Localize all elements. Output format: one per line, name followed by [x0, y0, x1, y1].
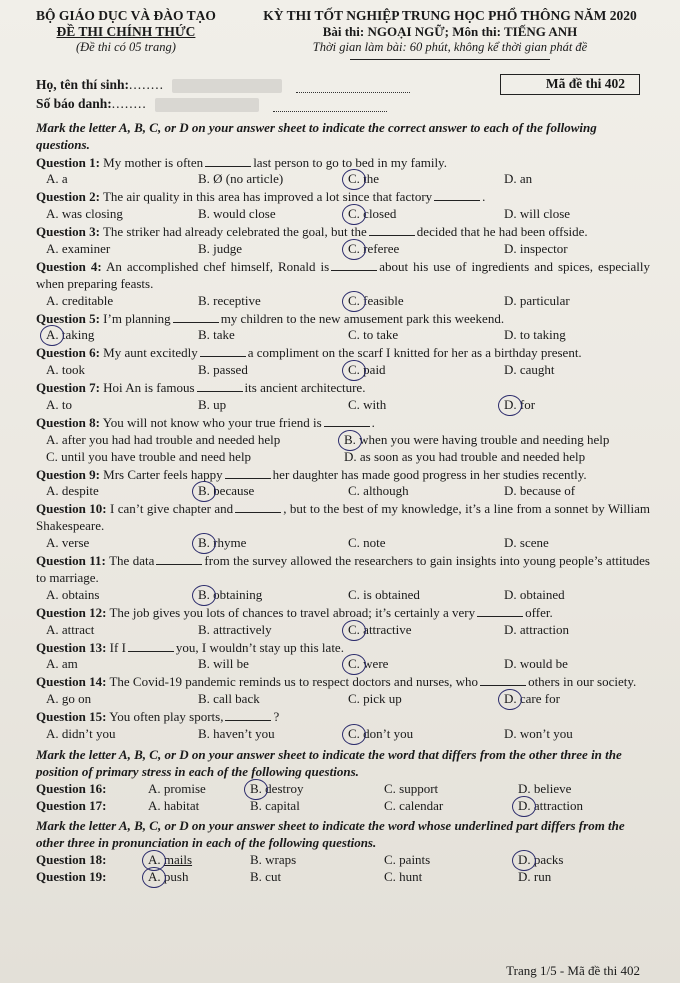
option-b[interactable]: B. because	[198, 483, 348, 500]
option-b[interactable]: B. when you were having trouble and needing help	[344, 432, 642, 449]
answer-blank	[331, 261, 377, 271]
stem-after: a compliment on the scarf I knitted for her as a birthday present.	[247, 345, 582, 361]
option-a[interactable]: A. go on	[46, 691, 92, 707]
option-b[interactable]: B. wraps	[250, 852, 297, 868]
stem-before: Hoi An is famous	[103, 380, 195, 396]
option-c[interactable]: C. calendar	[384, 797, 444, 813]
student-info	[36, 74, 650, 116]
stem-before: I’m planning	[103, 310, 171, 326]
question	[36, 259, 650, 310]
option-a-underlined: mails	[163, 852, 193, 868]
question-stem	[36, 380, 650, 397]
question-label: Question 7:	[36, 380, 100, 396]
question-label: Question 8:	[36, 414, 100, 430]
question-label: Question 4:	[36, 258, 102, 274]
option-b[interactable]: B. destroy	[250, 781, 384, 798]
id-dots: ........	[111, 95, 147, 111]
stem-before: The job gives you lots of chances to travel abroad; it’s certainly a very	[109, 604, 476, 620]
option-c[interactable]: C. pick up	[348, 691, 402, 707]
stem-after: from the survey allowed the researchers to gain insights into young people’s attitudes to marriage.	[36, 553, 650, 585]
stem-before: You often play sports,	[109, 709, 224, 725]
option-c[interactable]: C. note	[348, 535, 386, 551]
option-c[interactable]: C. although	[348, 483, 409, 499]
option-d[interactable]: D. will close	[504, 206, 571, 222]
question-label: Question 15:	[36, 709, 107, 725]
question-stem	[36, 224, 650, 241]
question-label: Question 2:	[36, 189, 100, 205]
question	[36, 709, 650, 743]
option-d[interactable]: D. attraction	[504, 621, 569, 637]
id-label: Số báo danh:	[36, 95, 112, 111]
answer-blank	[128, 642, 174, 652]
question	[36, 640, 650, 674]
question-stem	[36, 155, 650, 172]
question-list	[36, 155, 650, 743]
question-stem	[36, 553, 650, 587]
option-d[interactable]: D. caught	[504, 362, 555, 378]
question-label: Question 1:	[36, 154, 100, 170]
pron-question	[36, 852, 650, 869]
redacted-name	[172, 79, 282, 93]
option-c[interactable]: C. paints	[384, 852, 431, 868]
options	[36, 241, 650, 258]
option-c[interactable]: C. were	[348, 656, 504, 673]
option-d[interactable]: D. an	[504, 171, 533, 187]
option-b[interactable]: B. cut	[250, 869, 282, 885]
answer-blank	[225, 469, 271, 479]
pronunciation-questions	[36, 852, 650, 886]
name-label: Họ, tên thí sinh:	[36, 76, 130, 92]
option-c[interactable]: C. don’t you	[348, 726, 504, 743]
answer-blank	[235, 503, 281, 513]
stem-after: last person to go to bed in my family.	[253, 154, 447, 170]
option-c[interactable]: C. paid	[348, 362, 504, 379]
answer-blank	[173, 313, 219, 323]
stress-question	[36, 781, 650, 798]
instruction-part2: Mark the letter A, B, C, or D on your answer sheet to indicate the word that differs from the other three in the position of primary stress in each of the following questions.	[36, 746, 622, 779]
stem-before: The air quality in this area has improved a lot since that factory	[102, 189, 433, 205]
stem-before: The Covid-19 pandemic reminds us to respect doctors and nurses, who	[109, 674, 479, 690]
question-label: Question 16:	[36, 780, 107, 796]
question	[36, 155, 650, 189]
option-d[interactable]: D. won’t you	[504, 725, 573, 741]
page-count: (Đề thi có 05 trang)	[75, 40, 176, 55]
option-c[interactable]: C. hunt	[384, 869, 423, 885]
option-a[interactable]: A. attract	[46, 621, 95, 637]
stem-after: others in our society.	[528, 674, 637, 690]
option-a[interactable]: A. despite	[46, 483, 99, 499]
option-d[interactable]: D. care for	[504, 691, 644, 708]
question-stem	[36, 501, 650, 535]
stem-after: offer.	[525, 604, 553, 620]
option-b[interactable]: B. would close	[198, 206, 276, 222]
option-d[interactable]: D. believe	[518, 780, 572, 796]
answer-blank	[480, 676, 526, 686]
question	[36, 674, 650, 708]
option-d[interactable]: D. as soon as you had trouble and needed help	[344, 448, 586, 464]
answer-blank	[225, 711, 271, 721]
question-label: Question 17:	[36, 797, 107, 813]
question-label: Question 13:	[36, 639, 107, 655]
options	[36, 622, 650, 639]
option-b[interactable]: B. haven’t you	[198, 725, 275, 741]
question	[36, 189, 650, 223]
id-row	[36, 93, 650, 112]
header-right	[250, 8, 650, 60]
answer-blank	[197, 382, 243, 392]
answer-blank	[205, 157, 251, 167]
question-label: Question 5:	[36, 310, 100, 326]
question-label: Question 3:	[36, 224, 100, 240]
option-d[interactable]: D. attraction	[518, 797, 583, 813]
question-label: Question 11:	[36, 553, 106, 569]
option-a[interactable]	[148, 852, 250, 869]
option-b[interactable]: B. receptive	[198, 292, 261, 308]
stem-before: Mrs Carter feels happy	[103, 466, 223, 482]
stem-after: its ancient architecture.	[244, 380, 366, 396]
option-b[interactable]: B. up	[198, 397, 227, 413]
option-d[interactable]: D. particular	[504, 292, 570, 308]
option-a[interactable]: A. didn’t you	[46, 725, 116, 741]
question-label: Question 14:	[36, 674, 107, 690]
option-c[interactable]: C. support	[384, 780, 439, 796]
option-d[interactable]: D. to taking	[504, 327, 566, 343]
answer-blank	[434, 191, 480, 201]
options	[36, 483, 650, 500]
option-a[interactable]: A. obtains	[46, 586, 100, 602]
exam-code-box: Mã đề thi 402	[500, 74, 640, 95]
option-a[interactable]: A. creditable	[46, 292, 114, 308]
option-d[interactable]: D. because of	[504, 483, 576, 499]
option-d[interactable]: D. packs	[518, 852, 564, 868]
options	[36, 535, 650, 552]
name-line[interactable]	[296, 81, 410, 93]
question	[36, 605, 650, 639]
question-label: Question 19:	[36, 869, 107, 885]
question-stem	[36, 674, 650, 691]
stem-before: You will not know who your true friend is	[102, 414, 322, 430]
option-c[interactable]: C. closed	[348, 206, 504, 223]
question-stem	[36, 189, 650, 206]
option-c[interactable]: C. attractive	[348, 622, 504, 639]
option-c[interactable]: C. the	[348, 171, 504, 188]
option-d[interactable]: D. scene	[504, 535, 549, 551]
answer-blank	[369, 226, 415, 236]
option-a[interactable]: A. am	[46, 656, 78, 672]
ministry-name: BỘ GIÁO DỤC VÀ ĐÀO TẠO	[36, 8, 216, 23]
option-a[interactable]: A. to	[46, 397, 72, 413]
stem-after: you, I wouldn’t stay up this late.	[175, 639, 344, 655]
option-b[interactable]: B. call back	[198, 691, 260, 707]
stem-after: decided that he had been offside.	[416, 224, 588, 240]
official-label: ĐỀ THI CHÍNH THỨC	[56, 24, 196, 40]
redacted-id	[155, 98, 259, 112]
stem-after: about his use of ingredients and spices, especially when preparing feasts.	[36, 258, 650, 291]
stem-after: .	[482, 189, 486, 205]
option-a[interactable]: A. promise	[148, 780, 206, 796]
option-b[interactable]: B. judge	[198, 241, 243, 257]
question-stem	[36, 605, 650, 622]
question-stem	[36, 345, 650, 362]
page-footer: Trang 1/5 - Mã đề thi 402	[506, 963, 640, 979]
option-b[interactable]: B. passed	[198, 362, 248, 378]
question	[36, 224, 650, 258]
question-stem	[36, 415, 650, 432]
options	[36, 656, 650, 673]
option-c[interactable]: C. to take	[348, 327, 399, 343]
question-label: Question 6:	[36, 345, 100, 361]
question-label: Question 9:	[36, 466, 100, 482]
question	[36, 501, 650, 552]
stem-after: , but to the best of my knowledge, it’s a line from a sonnet by William Shakespeare.	[36, 501, 651, 534]
option-d[interactable]: D. inspector	[504, 241, 568, 257]
question-stem	[36, 640, 650, 657]
instruction-part3: Mark the letter A, B, C, or D on your answer sheet to indicate the word whose underlined part differs from the other three in pronunciation in each of the following questions.	[36, 818, 625, 851]
stress-questions	[36, 781, 650, 815]
stem-before: The data	[109, 553, 155, 569]
question-stem	[36, 259, 650, 293]
pron-question	[36, 869, 650, 886]
time-line: Thời gian làm bài: 60 phút, không kể thời gian phát đề	[312, 39, 588, 54]
options	[36, 432, 650, 466]
header	[36, 8, 650, 60]
question-label: Question 12:	[36, 604, 107, 620]
option-b[interactable]: B. rhyme	[198, 535, 348, 552]
option-c[interactable]: C. referee	[348, 241, 504, 258]
question	[36, 415, 650, 466]
options	[36, 171, 650, 188]
option-d[interactable]: D. run	[518, 869, 552, 885]
question-label: Question 18:	[36, 852, 107, 868]
option-a-prefix: A.	[148, 852, 164, 868]
option-b[interactable]: B. take	[198, 327, 235, 343]
question	[36, 553, 650, 604]
option-c[interactable]: C. feasible	[348, 293, 504, 310]
answer-blank	[200, 347, 246, 357]
options	[36, 327, 650, 344]
option-b[interactable]: B. obtaining	[198, 587, 348, 604]
subject-line: Bài thi: NGOẠI NGỮ; Môn thi: TIẾNG ANH	[322, 24, 578, 40]
option-c[interactable]: C. with	[348, 397, 387, 413]
question-label: Question 10:	[36, 501, 107, 517]
option-a[interactable]: A. was closing	[46, 206, 123, 222]
options	[36, 362, 650, 379]
option-a[interactable]: A. took	[46, 362, 85, 378]
stem-before: I can’t give chapter and	[110, 501, 234, 517]
option-a[interactable]: A. habitat	[148, 797, 200, 813]
option-a[interactable]: A. after you had had trouble and needed help	[46, 431, 281, 447]
options	[36, 691, 650, 708]
stem-before: The striker had already celebrated the goal, but the	[102, 224, 367, 240]
option-a[interactable]: A. examiner	[46, 241, 111, 257]
option-b[interactable]: B. will be	[198, 656, 249, 672]
option-a[interactable]: A. verse	[46, 535, 90, 551]
option-d[interactable]: D. would be	[504, 656, 568, 672]
answer-blank	[477, 607, 523, 617]
options	[36, 397, 650, 414]
option-a[interactable]: A. push	[148, 869, 250, 886]
stem-after: her daughter has made good progress in her studies recently.	[272, 466, 587, 482]
question	[36, 467, 650, 501]
option-b[interactable]: B. attractively	[198, 621, 272, 637]
option-d[interactable]: D. obtained	[504, 586, 565, 602]
option-a[interactable]: A. taking	[46, 327, 198, 344]
header-rule	[350, 59, 550, 60]
stem-before: An accomplished chef himself, Ronald is	[105, 258, 330, 274]
instruction-part1: Mark the letter A, B, C, or D on your answer sheet to indicate the correct answer to each of the following questions.	[36, 119, 597, 152]
header-left	[36, 8, 216, 60]
option-c[interactable]: C. until you have trouble and need help	[46, 448, 252, 464]
answer-blank	[156, 555, 202, 565]
options	[36, 206, 650, 223]
exam-title: KỲ THI TỐT NGHIỆP TRUNG HỌC PHỔ THÔNG NĂM 2020	[263, 8, 637, 23]
option-a[interactable]: A. a	[46, 171, 68, 187]
option-d[interactable]: D. for	[504, 397, 644, 414]
question-stem	[36, 311, 650, 328]
stem-before: My mother is often	[103, 154, 204, 170]
question	[36, 345, 650, 379]
id-line[interactable]	[273, 100, 387, 112]
question-stem	[36, 709, 650, 726]
options	[36, 293, 650, 310]
question	[36, 311, 650, 345]
question-stem	[36, 467, 650, 484]
options	[36, 726, 650, 743]
option-b[interactable]: B. Ø (no article)	[198, 171, 284, 187]
question	[36, 380, 650, 414]
answer-blank	[324, 417, 370, 427]
option-b[interactable]: B. capital	[250, 797, 300, 813]
option-c[interactable]: C. is obtained	[348, 586, 420, 602]
options	[36, 587, 650, 604]
stem-before: My aunt excitedly	[103, 345, 198, 361]
name-dots: ........	[129, 76, 165, 92]
stem-before: If I	[109, 639, 126, 655]
stress-question	[36, 798, 650, 815]
stem-after: ?	[273, 709, 280, 725]
stem-after: my children to the new amusement park this weekend.	[220, 310, 505, 326]
stem-after: .	[371, 414, 375, 430]
